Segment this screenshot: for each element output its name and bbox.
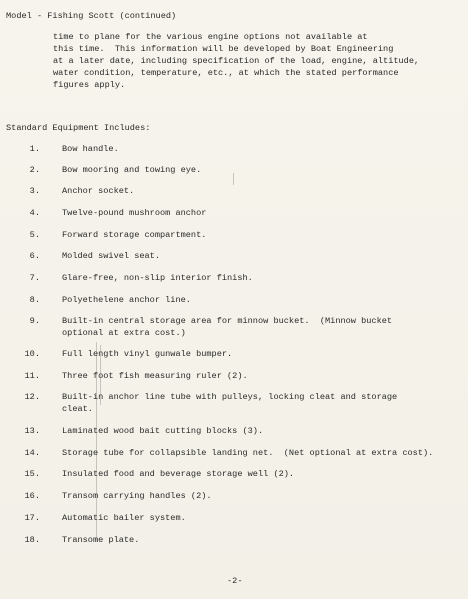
item-text: [62, 512, 462, 524]
item-line: optional at extra cost.): [62, 328, 186, 338]
item-text: [62, 250, 462, 262]
item-text: [62, 348, 462, 360]
standard-equipment-heading: Standard Equipment Includes:: [6, 123, 151, 133]
item-number: 5.: [29, 230, 40, 240]
item-line: Insulated food and beverage storage well (2).: [62, 469, 295, 479]
item-line: Polyethelene anchor line.: [62, 295, 191, 305]
item-text: [62, 185, 462, 197]
item-text: [62, 447, 462, 459]
item-line: Glare-free, non-slip interior finish.: [62, 273, 253, 283]
item-line: cleat.: [62, 404, 93, 414]
item-text: [62, 229, 462, 241]
item-text: [62, 315, 462, 339]
scan-artifact-line: [233, 173, 234, 185]
item-line: Forward storage compartment.: [62, 230, 207, 240]
item-line: Built-in anchor line tube with pulleys, locking cleat and storage: [62, 392, 398, 402]
paragraph-line: this time. This information will be developed by Boat Engineering: [53, 44, 394, 54]
item-line: Anchor socket.: [62, 186, 135, 196]
item-number: 15.: [24, 469, 40, 479]
item-number: 6.: [29, 251, 40, 261]
item-line: Molded swivel seat.: [62, 251, 160, 261]
item-line: Transome plate.: [62, 535, 140, 545]
item-line: Storage tube for collapsible landing net. (Net optional at extra cost).: [62, 448, 434, 458]
item-text: [62, 490, 462, 502]
item-text: [62, 468, 462, 480]
item-number: 7.: [29, 273, 40, 283]
item-line: Twelve-pound mushroom anchor: [62, 208, 207, 218]
item-number: 4.: [29, 208, 40, 218]
item-text: [62, 143, 462, 155]
page-number: -2-: [227, 576, 243, 586]
item-number: 2.: [29, 165, 40, 175]
item-text: [62, 370, 462, 382]
item-number: 10.: [24, 349, 40, 359]
item-number: 18.: [24, 535, 40, 545]
item-text: [62, 534, 462, 546]
item-number: 13.: [24, 426, 40, 436]
item-number: 3.: [29, 186, 40, 196]
item-number: 9.: [29, 316, 40, 326]
item-line: Three foot fish measuring ruler (2).: [62, 371, 248, 381]
item-line: Bow handle.: [62, 144, 119, 154]
item-number: 17.: [24, 513, 40, 523]
item-number: 8.: [29, 295, 40, 305]
item-text: [62, 294, 462, 306]
item-number: 14.: [24, 448, 40, 458]
item-line: Bow mooring and towing eye.: [62, 165, 202, 175]
paragraph-line: water condition, temperature, etc., at which the stated performance: [53, 68, 399, 78]
item-line: Full length vinyl gunwale bumper.: [62, 349, 233, 359]
item-number: 16.: [24, 491, 40, 501]
item-line: Automatic bailer system.: [62, 513, 186, 523]
item-text: [62, 425, 462, 437]
scan-artifact-line: [100, 345, 101, 405]
paragraph-line: at a later date, including specification of the load, engine, altitude,: [53, 56, 420, 66]
scan-artifact-line: [96, 342, 97, 542]
item-number: 12.: [24, 392, 40, 402]
item-text: [62, 207, 462, 219]
intro-paragraph: [53, 31, 463, 91]
item-line: Built-in central storage area for minnow bucket. (Minnow bucket: [62, 316, 393, 326]
item-number: 1.: [29, 144, 40, 154]
paragraph-line: figures apply.: [53, 80, 126, 90]
item-text: [62, 272, 462, 284]
item-text: [62, 164, 462, 176]
paragraph-line: time to plane for the various engine options not available at: [53, 32, 368, 42]
page-header: Model - Fishing Scott (continued): [6, 11, 177, 21]
item-line: Transom carrying handles (2).: [62, 491, 212, 501]
item-number: 11.: [24, 371, 40, 381]
item-line: Laminated wood bait cutting blocks (3).: [62, 426, 264, 436]
item-text: [62, 391, 462, 415]
